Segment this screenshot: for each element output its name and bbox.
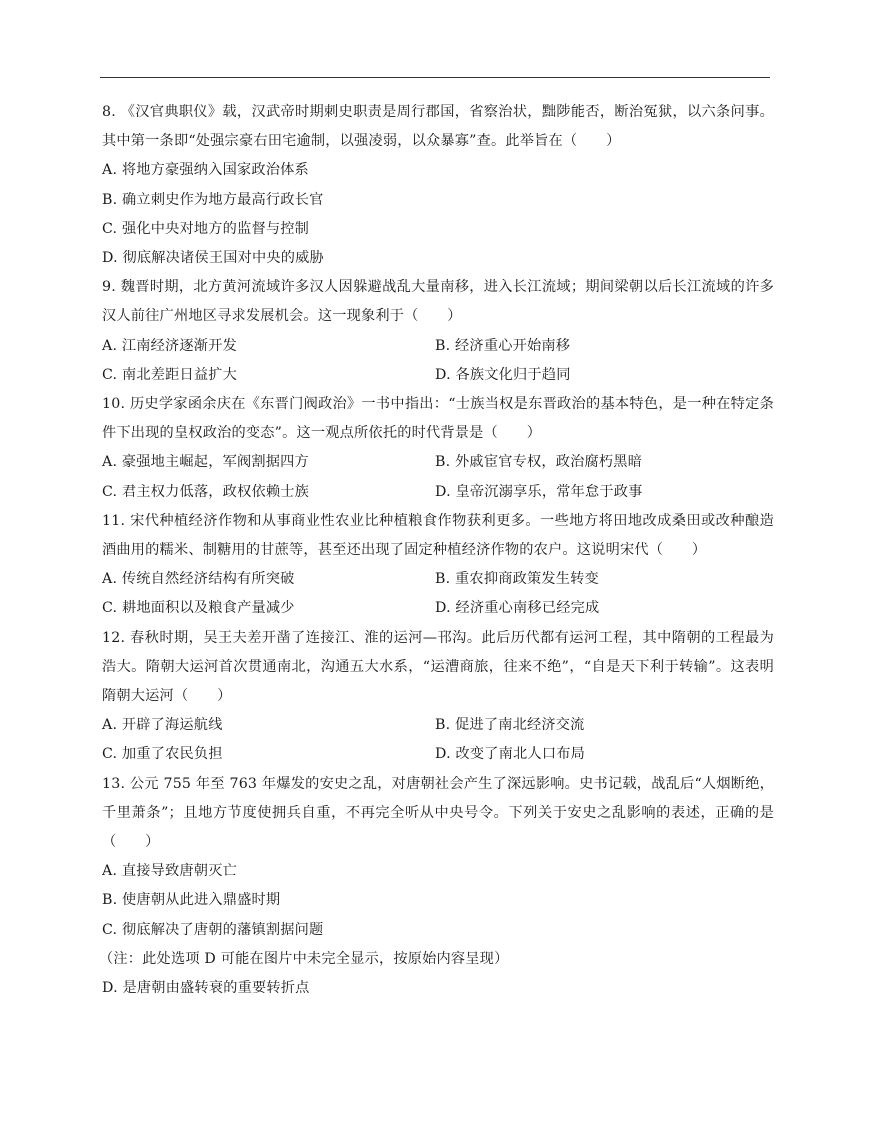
question-9-option-b: B. 经济重心开始南移 (435, 337, 571, 354)
question-8-option-a: A. 将地方豪强纳入国家政治体系 (102, 162, 309, 179)
question-9-option-a: A. 江南经济逐渐开发 (102, 337, 237, 354)
question-11-option-a: A. 传统自然经济结构有所突破 (102, 571, 295, 588)
question-11-option-c: C. 耕地面积以及粮食产量减少 (102, 600, 295, 617)
question-13-option-d: D. 是唐朝由盛转衰的重要转折点 (102, 980, 310, 997)
question-8-stem: 8. 《汉官典职仪》载，汉武帝时期刺史职责是周行郡国，省察治状，黜陟能否，断治冤狱，以六条问事。其中第一条即“处强宗豪右田宅逾制，以强凌弱，以众暴寡”查。此举旨在（ ） (102, 104, 774, 150)
question-11-option-d: D. 经济重心南移已经完成 (435, 600, 600, 617)
question-12-option-b: B. 促进了南北经济交流 (435, 717, 585, 734)
question-13-option-b: B. 使唐朝从此进入鼎盛时期 (102, 892, 281, 909)
question-11-stem: 11. 宋代种植经济作物和从事商业性农业比种植粮食作物获利更多。一些地方将田地改成桑田或改种酿造酒曲用的糯米、制糖用的甘蔗等，甚至还出现了固定种植经济作物的农户。这说明宋代（ ） (102, 512, 774, 559)
question-12-option-d: D. 改变了南北人口布局 (435, 746, 585, 763)
question-12-stem: 12. 春秋时期，吴王夫差开凿了连接江、淮的运河—邗沟。此后历代都有运河工程，其中隋朝的工程最为浩大。隋朝大运河首次贯通南北，沟通五大水系，“运漕商旅，往来不绝”，“自是天下利于转输”。这表明隋朝大运河（ ） (102, 629, 774, 705)
question-10-option-c: C. 君主权力低落，政权依赖士族 (102, 483, 310, 500)
question-13-stem: 13. 公元 755 年至 763 年爆发的安史之乱，对唐朝社会产生了深远影响。史书记载，战乱后“人烟断绝，千里萧条”；且地方节度使拥兵自重，不再完全听从中央号令。下列关于安史之乱影响的表述，正确的是（ ） (102, 775, 774, 851)
question-11-options-row-1 (102, 565, 774, 594)
question-list (99, 98, 774, 1003)
question-12-option-a: A. 开辟了海运航线 (102, 717, 223, 734)
question-8-option-c: C. 强化中央对地方的监督与控制 (102, 220, 310, 237)
question-9-option-c: C. 南北差距日益扩大 (102, 366, 238, 383)
question-10-options-row-1 (102, 448, 774, 477)
question-10-option-d: D. 皇帝沉溺享乐，常年怠于政事 (435, 483, 643, 500)
question-10-option-b: B. 外戚宦官专权，政治腐朽黑暗 (435, 454, 643, 471)
question-11-option-b: B. 重农抑商政策发生转变 (435, 571, 599, 588)
question-8-option-d: D. 彻底解决诸侯王国对中央的威胁 (102, 250, 324, 267)
question-12-options-row-1 (102, 711, 774, 740)
question-10-options-row-2 (102, 478, 774, 507)
question-13-note: （注：此处选项 D 可能在图片中未完全显示，按原始内容呈现） (99, 950, 509, 967)
question-12-option-c: C. 加重了农民负担 (102, 746, 223, 763)
question-13-option-a: A. 直接导致唐朝灭亡 (102, 863, 237, 880)
question-12-options-row-2 (102, 740, 774, 769)
question-8-option-b: B. 确立刺史作为地方最高行政长官 (102, 191, 324, 208)
question-10-option-a: A. 豪强地主崛起，军阀割据四方 (102, 454, 309, 471)
question-11-options-row-2 (102, 594, 774, 623)
question-10-stem: 10. 历史学家函余庆在《东晋门阀政治》一书中指出：“士族当权是东晋政治的基本特色，是一种在特定条件下出现的皇权政治的变态”。这一观点所依托的时代背景是（ ） (102, 396, 774, 442)
question-13-option-c: C. 彻底解决了唐朝的藩镇割据问题 (102, 921, 324, 938)
question-9-options-row-1 (102, 332, 774, 361)
header-rule (100, 77, 770, 78)
question-9-options-row-2 (102, 361, 774, 390)
question-9-option-d: D. 各族文化归于趋同 (435, 366, 571, 383)
question-9-stem: 9. 魏晋时期，北方黄河流域许多汉人因躲避战乱大量南移，进入长江流域；期间梁朝以后长江流域的许多汉人前往广州地区寻求发展机会。这一现象利于（ ） (102, 279, 774, 325)
